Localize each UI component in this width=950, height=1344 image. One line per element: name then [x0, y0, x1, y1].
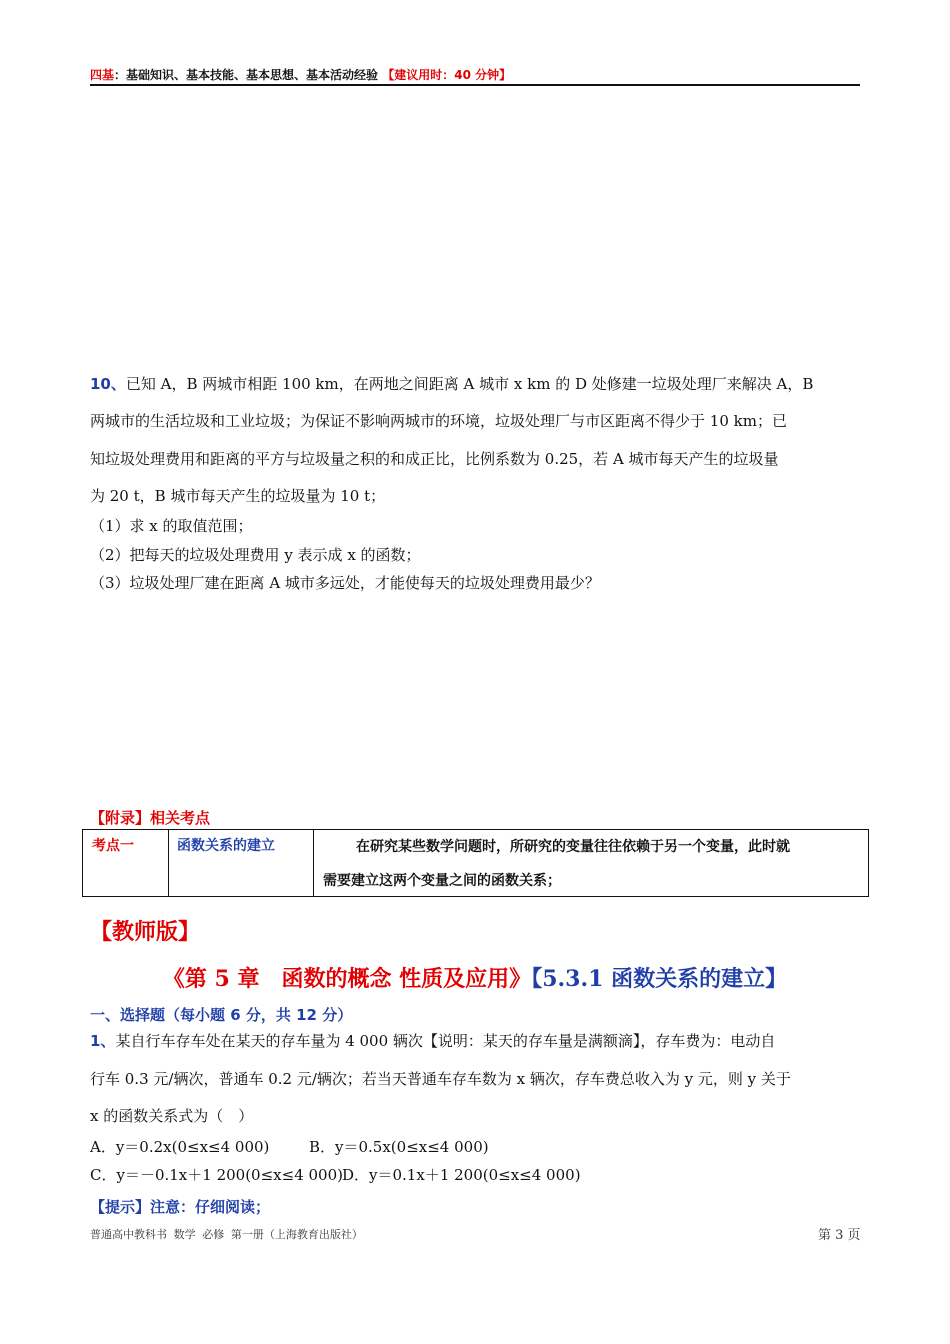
q10-line-2: 两城市的生活垃圾和工业垃圾；为保证不影响两城市的环境，垃圾处理厂与市区距离不得少于 10 km；已 [90, 412, 787, 430]
chapter-name: 《第 5 章 函数的概念 性质及应用》 [162, 966, 532, 992]
footer-page-number: 第 3 页 [818, 1228, 861, 1243]
key-point-desc-line-1: 在研究某些数学问题时，所研究的变量往往依赖于另一个变量，此时就 [356, 839, 790, 855]
key-point-label: 考点一 [83, 830, 169, 897]
q1-option-c: C．y＝－0.1x＋1 200(0≤x≤4 000) [90, 1166, 343, 1184]
header-time: 【建议用时：40 分钟】 [382, 68, 512, 82]
key-points-table [82, 829, 869, 897]
chapter-title [0, 962, 950, 993]
q1-line-2: 行车 0.3 元/辆次，普通车 0.2 元/辆次；若当天普通车存车数为 x 辆次，存车费总收入为 y 元，则 y 关于 [90, 1070, 791, 1088]
hint: 【提示】注意：仔细阅读； [90, 1198, 271, 1216]
q1-option-b: B．y＝0.5x(0≤x≤4 000) [309, 1138, 489, 1156]
header-content: ：基础知识、基本技能、基本思想、基本活动经验 [114, 68, 379, 82]
q10-line-4: 为 20 t，B 城市每天产生的垃圾量为 10 t； [90, 487, 386, 505]
q10-part-3: （3）垃圾处理厂建在距离 A 城市多远处，才能使每天的垃圾处理费用最少？ [90, 574, 600, 592]
q10-part-2: （2）把每天的垃圾处理费用 y 表示成 x 的函数； [90, 546, 421, 564]
footer-textbook: 普通高中教科书 数学 必修 第一册（上海教育出版社） [90, 1228, 363, 1241]
chapter-section: 【5.3.1 函数关系的建立】 [531, 966, 788, 992]
q10-line-1 [90, 374, 813, 394]
q10-text-1: 已知 A，B 两城市相距 100 km，在两地之间距离 A 城市 x km 的 D 处修建一垃圾处理厂来解决 A，B [125, 375, 814, 393]
header-rule [90, 84, 860, 86]
table-row [83, 830, 869, 897]
key-point-desc-line-2: 需要建立这两个变量之间的函数关系； [323, 873, 561, 889]
appendix-title: 【附录】相关考点 [90, 809, 211, 827]
key-point-topic: 函数关系的建立 [169, 830, 314, 897]
q1-line-1 [90, 1031, 775, 1051]
section-heading: 一、选择题（每小题 6 分，共 12 分） [90, 1006, 353, 1024]
q1-text-1: 某自行车存车处在某天的存车量为 4 000 辆次【说明：某天的存车量是满额滴】，存车费为：电动自 [115, 1032, 776, 1050]
q1-number: 1、 [90, 1032, 116, 1050]
key-point-description [314, 830, 869, 897]
teacher-version-heading: 【教师版】 [90, 920, 201, 945]
page-header [90, 66, 511, 83]
q1-option-a: A．y＝0.2x(0≤x≤4 000) [90, 1138, 270, 1156]
q1-option-d: D．y＝0.1x＋1 200(0≤x≤4 000) [342, 1166, 581, 1184]
header-prefix: 四基 [90, 68, 115, 82]
q10-number: 10、 [90, 375, 126, 393]
q10-part-1: （1）求 x 的取值范围； [90, 517, 253, 535]
q10-line-3: 知垃圾处理费用和距离的平方与垃圾量之积的和成正比，比例系数为 0.25，若 A 城市每天产生的垃圾量 [90, 450, 779, 468]
q1-line-3: x 的函数关系式为（ ） [90, 1107, 254, 1125]
